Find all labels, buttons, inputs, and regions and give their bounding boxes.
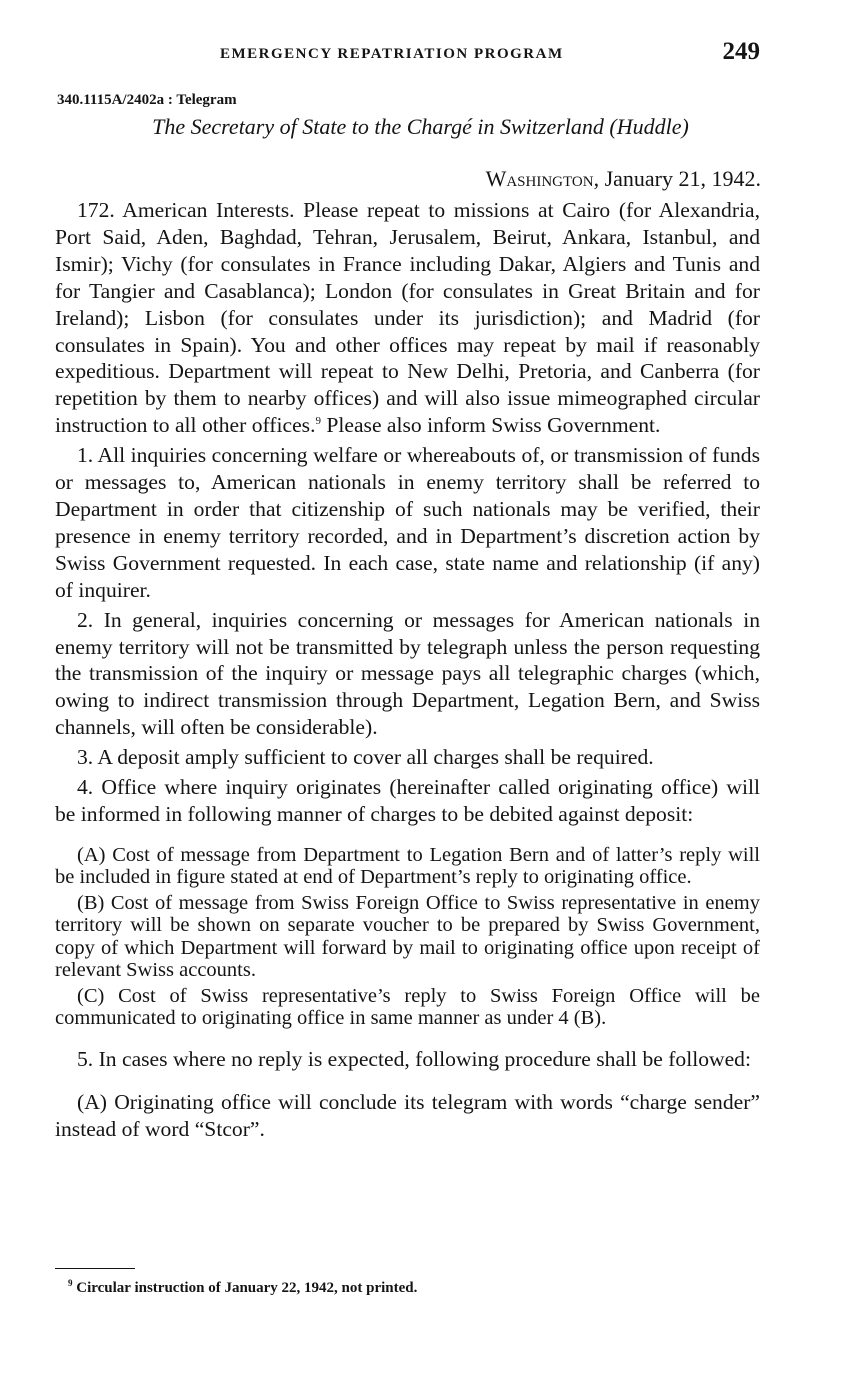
intro-paragraph (55, 197, 760, 439)
footnote (68, 1280, 417, 1297)
footnote-mark: 9 (68, 1278, 73, 1288)
intro-text: 172. American Interests. Please repeat to missions at Cairo (for Alexandria, Port Said, Aden, Baghdad, Tehran, Jerusalem, Beirut, Ankara, Istanbul, and Ismir); Vichy (for consulates in France including Dakar, Algiers and Tunis and for Tangier and Casablanca); London (for consulates in Great Britain and for Ireland); Lisbon (for consulates under its jurisdiction); and Madrid (for consulates in Spain). You and other offices may repeat by mail if reasonably expeditious. Department will repeat to New Delhi, Pretoria, and Canberra (for repetition by them to nearby offices) and will also issue mimeographed circular instruction to all other offices. (55, 198, 760, 438)
paragraph-3: 3. A deposit amply sufficient to cover all charges shall be required. (77, 745, 654, 770)
paragraph-5: 5. In cases where no reply is expected, following procedure shall be followed: (77, 1046, 751, 1071)
footnote-reference: 9 (315, 415, 321, 428)
paragraph-4a: (A) Cost of message from Department to Legation Bern and of latter’s reply will be included in figure stated at end of Department’s reply to originating office. (55, 843, 760, 889)
footnote-text: Circular instruction of January 22, 1942, not printed. (72, 1280, 418, 1296)
dateline-place: Washington, (485, 166, 600, 191)
paragraph-4b: (B) Cost of message from Swiss Foreign Office to Swiss representative in enemy territory will be shown on separate voucher to be prepared by Swiss Government, copy of which Department will forward by mail to originating office upon receipt of relevant Swiss accounts. (55, 891, 760, 982)
paragraph-1: 1. All inquiries concerning welfare or whereabouts of, or transmission of funds or messages to, American nationals in enemy territory shall be referred to Department in order that citizenship of such nationals may be verified, their presence in enemy territory recorded, and in Department’s discretion action by Swiss Government requested. In each case, state name and relationship (if any) of inquirer. (55, 443, 760, 602)
intro-tail: Please also inform Swiss Government. (320, 413, 661, 438)
dateline-date: January 21, 1942. (604, 166, 761, 191)
file-reference: 340.1115A/2402a : Telegram (57, 92, 237, 108)
paragraph-4c: (C) Cost of Swiss representative’s reply to Swiss Foreign Office will be communicated to originating office in same manner as under 4 (B). (55, 984, 760, 1030)
footnote-divider (55, 1268, 135, 1269)
dateline (486, 166, 761, 192)
paragraph-2: 2. In general, inquiries concerning or messages for American nationals in enemy territory will not be transmitted by telegraph unless the person requesting the transmission of the inquiry or message pays all telegraphic charges (which, owing to indirect transmission through Department, Legation Bern, and Swiss channels, will often be considerable). (55, 607, 760, 740)
paragraph-5a: (A) Originating office will conclude its telegram with words “charge sender” instead of word “Stcor”. (55, 1089, 760, 1141)
paragraph-4: 4. Office where inquiry originates (hereinafter called originating office) will be informed in following manner of charges to be debited against deposit: (55, 775, 760, 826)
page-number: 249 (722, 38, 760, 65)
running-head: EMERGENCY REPATRIATION PROGRAM (220, 46, 564, 62)
document-title: The Secretary of State to the Chargé in Switzerland (Huddle) (152, 114, 689, 139)
telegram-body (55, 197, 760, 1146)
page-header (55, 38, 760, 78)
